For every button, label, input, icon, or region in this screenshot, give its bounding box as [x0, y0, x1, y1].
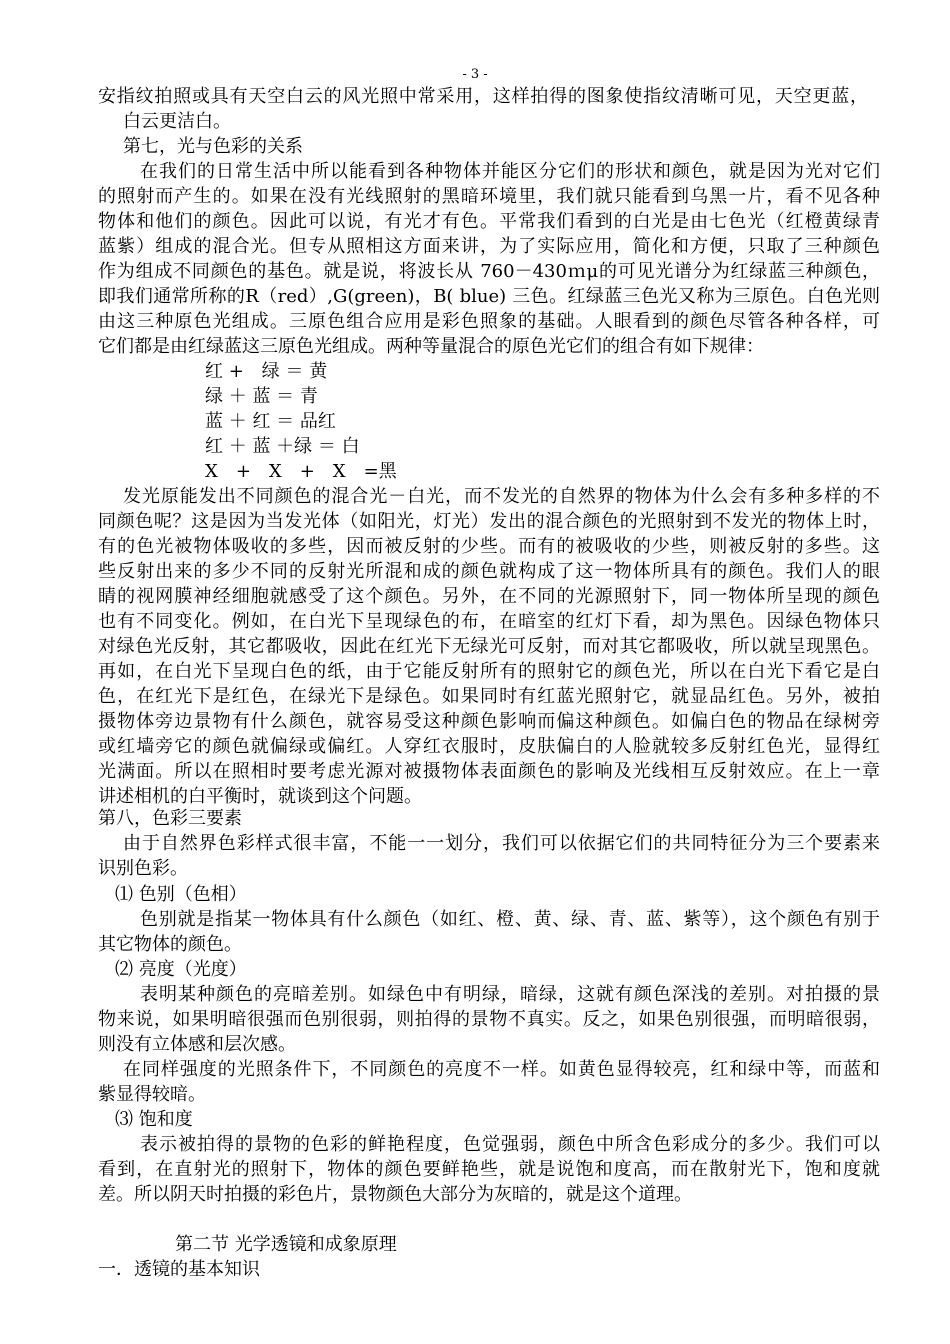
- body-line: 蓝紫）组成的混合光。但专从照相这方面来讲，为了实际应用，简化和方便，只取了三种颜色: [98, 236, 880, 257]
- body-line: 也有不同变化。例如，在白光下呈现绿色的布，在暗室的红灯下看，却为黑色。因绿色物体只: [98, 611, 880, 632]
- body-line: 紫显得较暗。: [98, 1084, 206, 1105]
- body-line: 摄物体旁边景物有什么颜色，就容易受这种颜色影响而偏这种颜色。如偏白色的物品在绿树旁: [98, 711, 880, 732]
- body-line: 在同样强度的光照条件下，不同颜色的亮度不一样。如黄色显得较亮，红和绿中等，而蓝和: [123, 1059, 880, 1080]
- section-heading-8: 第八，色彩三要素: [98, 808, 242, 829]
- body-line: 表明某种颜色的亮暗差别。如绿色中有明绿，暗绿，这就有颜色深浅的差别。对拍摄的景: [140, 984, 880, 1005]
- color-rule: 红 + 绿 ＝ 黄: [205, 361, 328, 382]
- body-line: 对绿色光反射，其它都吸收，因此在红光下无绿光可反射，而对其它都吸收，所以就呈现黑色。: [98, 636, 880, 657]
- body-line: 由这三种原色光组成。三原色组合应用是彩色照象的基础。人眼看到的颜色尽管各种各样，可: [98, 311, 880, 332]
- section-heading-7: 第七，光与色彩的关系: [123, 136, 303, 157]
- body-line: 物体和他们的颜色。因此可以说，有光才有色。平常我们看到的白光是由七色光（红橙黄绿青: [98, 211, 880, 232]
- body-line: 光满面。所以在照相时要考虑光源对被摄物体表面颜色的影响及光线相互反射效应。在上一章: [98, 761, 880, 782]
- body-line: 同颜色呢？这是因为当发光体（如阳光，灯光）发出的混合颜色的光照射到不发光的物体上时，: [98, 511, 880, 532]
- page-number: - 3 -: [462, 67, 488, 82]
- body-line: 色，在红光下是红色，在绿光下是绿色。如果同时有红蓝光照射它，就显品红色。另外，被拍: [98, 686, 880, 707]
- body-line: 表示被拍得的景物的色彩的鲜艳程度，色觉强弱，颜色中所含色彩成分的多少。我们可以: [140, 1134, 880, 1155]
- subsection-heading: 一．透镜的基本知识: [98, 1259, 260, 1280]
- body-line: 讲述相机的白平衡时，就谈到这个问题。: [98, 786, 422, 807]
- body-line: 或红墙旁它的颜色就偏绿或偏红。人穿红衣服时，皮肤偏白的人脸就较多反射红色光，显得红: [98, 736, 880, 757]
- subheading-brightness: ⑵ 亮度（光度）: [115, 959, 247, 980]
- color-rule: 绿 ＋ 蓝 ＝ 青: [205, 386, 318, 407]
- body-line: 由于自然界色彩样式很丰富，不能一一划分，我们可以依据它们的共同特征分为三个要素来: [123, 833, 880, 854]
- body-line: 安指纹拍照或具有天空白云的风光照中常采用，这样拍得的图象使指纹清晰可见，天空更蓝，: [98, 86, 868, 107]
- body-line: 再如，在白光下呈现白色的纸，由于它能反射所有的照射它的颜色光，所以在白光下看它是白: [98, 661, 880, 682]
- color-rule: X + X + X =黑: [205, 461, 397, 482]
- body-line: 它们都是由红绿蓝这三原色光组成。两种等量混合的原色光它们的组合有如下规律：: [98, 336, 764, 357]
- body-line: 其它物体的颜色。: [98, 934, 242, 955]
- body-line: 白云更洁白。: [123, 111, 231, 132]
- section-heading-2: 第二节 光学透镜和成象原理: [175, 1234, 397, 1255]
- body-line: 睛的视网膜神经细胞就感受了这个颜色。另外，在不同的光源照射下，同一物体所呈现的颜色: [98, 586, 880, 607]
- subheading-saturation: ⑶ 饱和度: [115, 1109, 193, 1130]
- color-rule: 蓝 ＋ 红 ＝ 品红: [205, 411, 336, 432]
- color-rule: 红 ＋ 蓝 ＋绿 ＝ 白: [205, 436, 360, 457]
- body-line: 的照射而产生的。如果在没有光线照射的黑暗环境里，我们就只能看到乌黑一片，看不见各种: [98, 186, 880, 207]
- subheading-hue: ⑴ 色别（色相）: [115, 884, 247, 905]
- body-line: 识别色彩。: [98, 858, 188, 879]
- body-line: 作为组成不同颜色的基色。就是说，将波长从 760－430ｍμ的可见光谱分为红绿蓝三种颜色，: [98, 261, 880, 282]
- body-line: 色别就是指某一物体具有什么颜色（如红、橙、黄、绿、青、蓝、紫等），这个颜色有别于: [140, 909, 880, 930]
- body-line: 些反射出来的多少不同的反射光所混和成的颜色就构成了这一物体所具有的颜色。我们人的眼: [98, 561, 880, 582]
- body-line: 发光原能发出不同颜色的混合光－白光，而不发光的自然界的物体为什么会有多种多样的不: [123, 486, 880, 507]
- body-line: 即我们通常所称的R（red）,G(green)，B( blue) 三色。红绿蓝三色光又称为三原色。白色光则: [98, 286, 880, 307]
- body-line: 物来说，如果明暗很强而色别很弱，则拍得的景物不真实。反之，如果色别很强，而明暗很弱，: [98, 1009, 880, 1030]
- body-line: 看到，在直射光的照射下，物体的颜色要鲜艳些，就是说饱和度高，而在散射光下，饱和度就: [98, 1159, 880, 1180]
- body-line: 有的色光被物体吸收的多些，因而被反射的少些。而有的被吸收的少些，则被反射的多些。这: [98, 536, 880, 557]
- body-line: 则没有立体感和层次感。: [98, 1034, 296, 1055]
- body-line: 差。所以阴天时拍摄的彩色片，景物颜色大部分为灰暗的，就是这个道理。: [98, 1184, 692, 1205]
- body-line: 在我们的日常生活中所以能看到各种物体并能区分它们的形状和颜色，就是因为光对它们: [140, 161, 880, 182]
